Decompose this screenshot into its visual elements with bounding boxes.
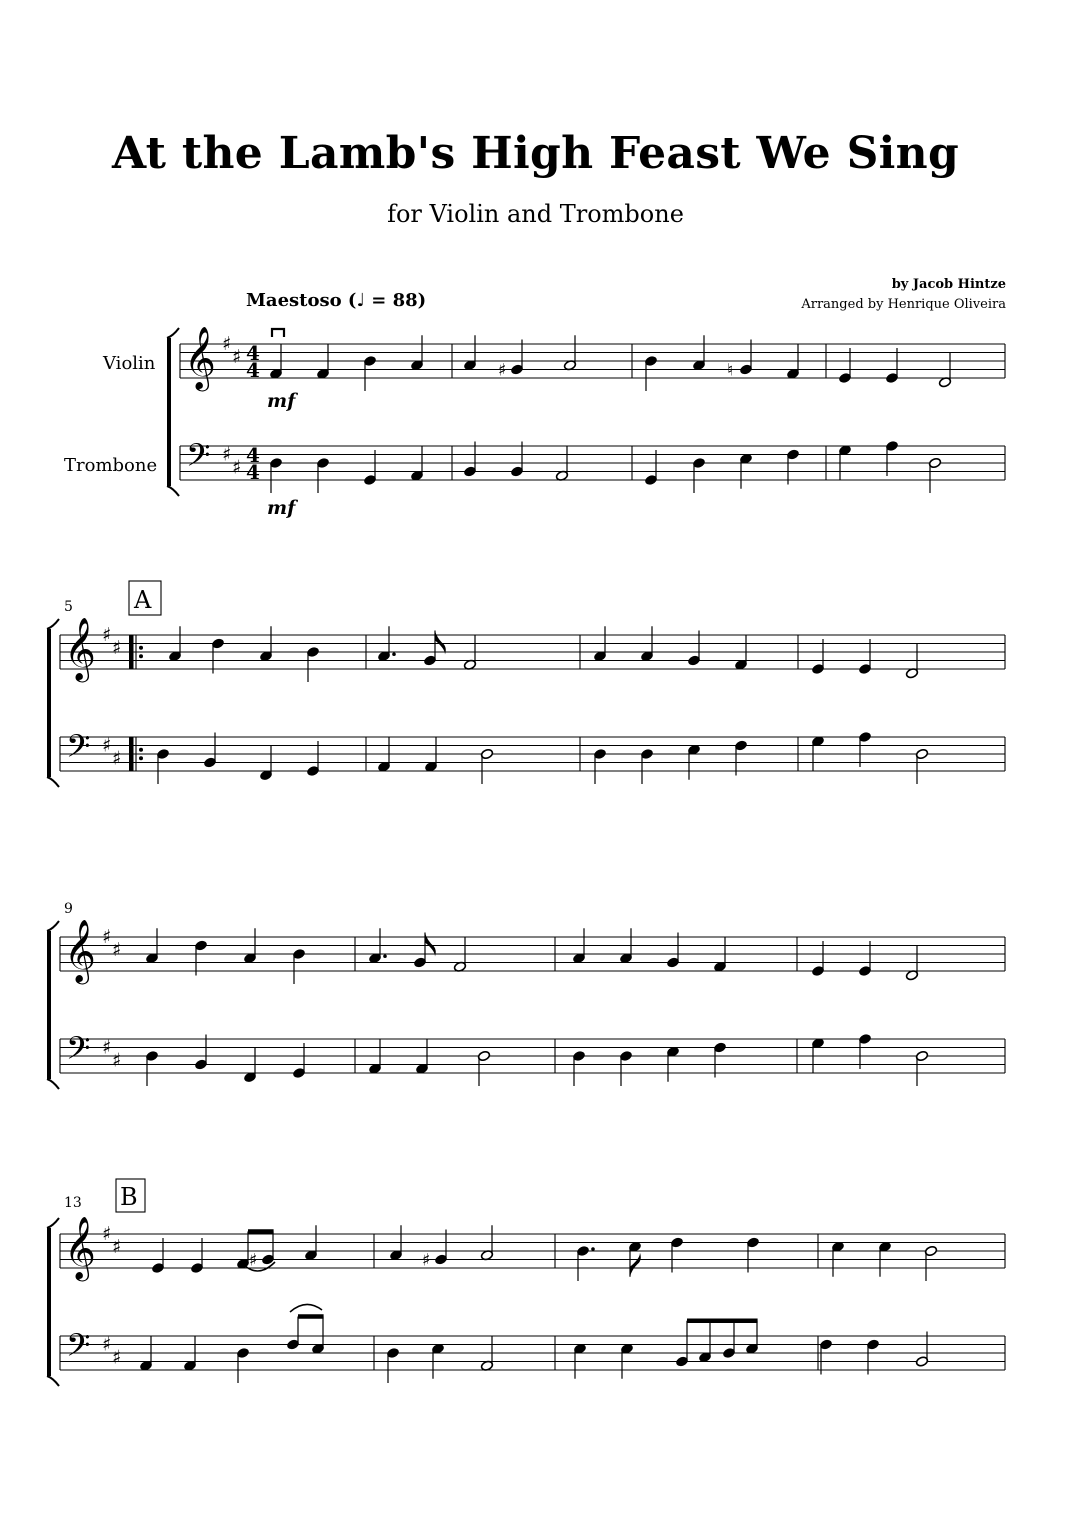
rehearsal-mark-a: A: [134, 586, 152, 614]
sharp-icon: ♯: [222, 333, 232, 355]
tempo-text: Maestoso: [246, 290, 342, 311]
sharp-icon: ♯: [112, 747, 122, 770]
trombone-staff: [60, 734, 1005, 771]
sharp-icon: ♯: [112, 938, 122, 961]
composer-credit: by Jacob Hintze: [891, 277, 1006, 292]
bracket-hook: [167, 486, 179, 496]
sharp-icon: ♯: [102, 1223, 112, 1245]
page-subtitle: for Violin and Trombone: [387, 200, 684, 228]
rehearsal-mark-b: B: [120, 1183, 138, 1211]
flag-icon: [630, 1253, 641, 1277]
repeat-thick-bar: [129, 635, 134, 669]
repeat-dot: [139, 646, 143, 650]
repeat-dot: [139, 654, 143, 658]
bracket-hook: [47, 777, 59, 787]
treble-clef-icon: 𝄞: [64, 1216, 96, 1279]
sharp-icon: ♯: [102, 926, 112, 948]
trombone-staff: [60, 1333, 1005, 1370]
dot: [383, 954, 387, 958]
bracket-hook: [47, 921, 59, 931]
sharp-icon: ♯: [232, 345, 242, 368]
treble-clef-icon: 𝄞: [184, 326, 216, 389]
tempo-marking: Maestoso (♩ = 88): [246, 290, 427, 311]
bracket-hook: [47, 619, 59, 629]
repeat-thick-bar: [129, 737, 134, 771]
violin-staff: [60, 635, 1005, 669]
dot: [591, 1247, 595, 1251]
sharp-icon: ♯: [422, 1250, 431, 1271]
measure-number: 13: [64, 1195, 82, 1211]
dot: [392, 652, 396, 656]
page-title: At the Lamb's High Feast We Sing: [111, 128, 960, 179]
bracket-hook: [47, 1079, 59, 1089]
quarter-note-icon: ♩: [356, 290, 365, 311]
instrument-name-violin: Violin: [103, 353, 156, 374]
time-signature-top: 4: [246, 443, 260, 467]
sharp-icon: ♯: [232, 456, 242, 479]
bracket-hook: [47, 1376, 59, 1386]
trombone-staff: [180, 443, 1005, 480]
sharp-icon: ♯: [102, 624, 112, 646]
arranger-credit: Arranged by Henrique Oliveira: [801, 297, 1006, 312]
sharp-icon: ♯: [102, 1036, 112, 1059]
violin-staff: [180, 344, 1005, 378]
measure-number: 5: [64, 599, 73, 615]
sharp-icon: ♯: [112, 1049, 122, 1072]
bracket-hook: [167, 328, 179, 338]
slur: [290, 1304, 322, 1312]
instrument-name-trombone: Trombone: [64, 455, 158, 476]
sharp-icon: ♯: [249, 1250, 258, 1271]
sharp-icon: ♯: [112, 1235, 122, 1258]
bracket-hook: [47, 1218, 59, 1228]
measure-number: 9: [64, 901, 73, 917]
bass-clef-icon: 𝄢: [186, 437, 211, 482]
sharp-icon: ♯: [222, 443, 232, 466]
bass-clef-icon: 𝄢: [66, 1030, 91, 1075]
down-bow-icon: [272, 329, 284, 337]
repeat-dot: [139, 756, 143, 760]
bass-clef-icon: 𝄢: [66, 1327, 91, 1372]
treble-clef-icon: 𝄞: [64, 919, 96, 982]
sharp-icon: ♯: [498, 360, 507, 381]
time-signature-top: 4: [246, 341, 260, 365]
dynamic-marking: mf: [267, 390, 296, 412]
flag-icon: [435, 631, 446, 655]
bass-clef-icon: 𝄢: [66, 728, 91, 773]
natural-icon: ♮: [727, 360, 734, 381]
time-signature-bottom: 4: [246, 460, 260, 484]
time-signature-bottom: 4: [246, 358, 260, 382]
sharp-icon: ♯: [102, 1333, 112, 1356]
repeat-dot: [139, 748, 143, 752]
tempo-bpm: 88: [392, 290, 418, 311]
sharp-icon: ♯: [112, 1346, 122, 1369]
sharp-icon: ♯: [102, 734, 112, 757]
treble-clef-icon: 𝄞: [64, 617, 96, 680]
sharp-icon: ♯: [112, 636, 122, 659]
dynamic-marking: mf: [267, 497, 296, 519]
flag-icon: [425, 933, 436, 957]
